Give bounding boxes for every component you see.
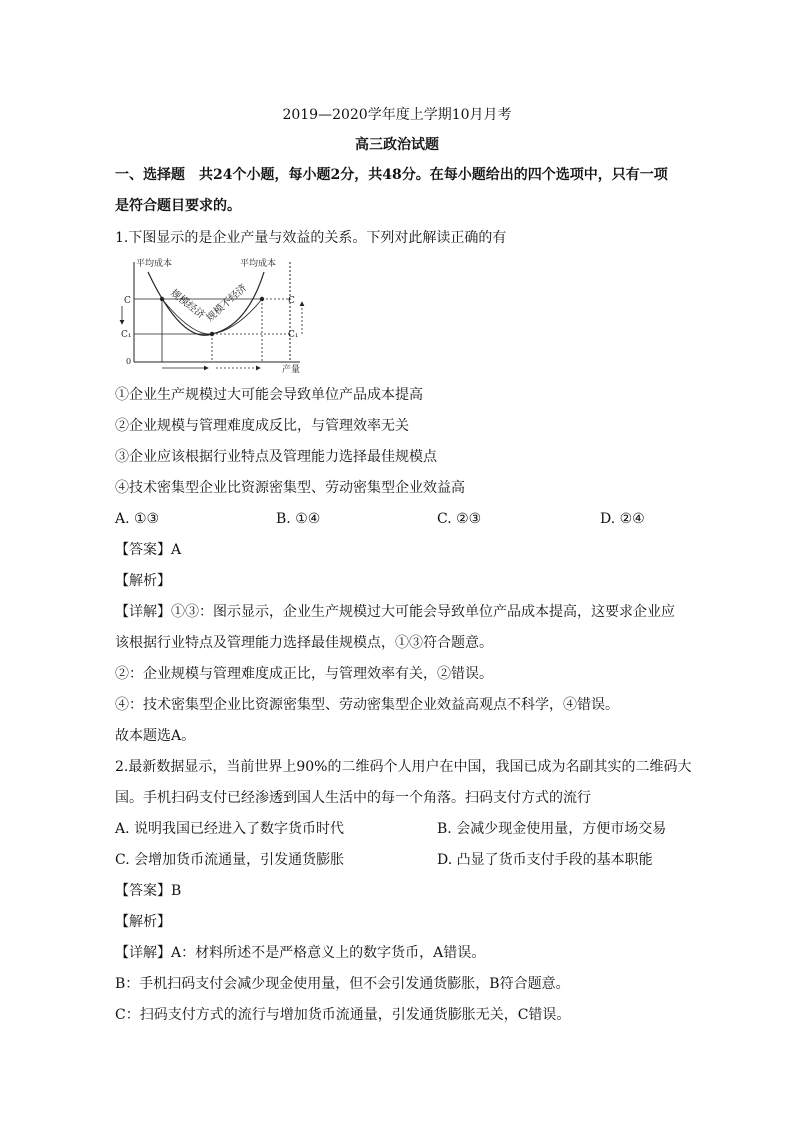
q2-answer: 【答案】B (115, 883, 182, 899)
q1-analysis-line-2: 该根据行业特点及管理能力选择最佳规模点，①③符合题意。 (115, 635, 493, 651)
diseconomies-label: 规模不经济 (204, 282, 250, 325)
c1-right-label: C₁ (288, 330, 299, 340)
q1-analysis-label: 【解析】 (115, 573, 171, 589)
q2-analysis-label: 【解析】 (115, 914, 171, 930)
q2-option-d: D. 凸显了货币支付手段的基本职能 (437, 852, 653, 868)
section-heading-cont: 是符合题目要求的。 (115, 198, 241, 214)
document-title: 2019—2020学年度上学期10月月考 (282, 107, 512, 123)
point-right (260, 297, 264, 301)
point-min (210, 332, 214, 336)
q1-option-d: D. ②④ (600, 511, 645, 527)
q2-option-c: C. 会增加货币流通量，引发通货膨胀 (115, 852, 345, 868)
q1-item-2: ②企业规模与管理难度成反比，与管理效率无关 (115, 418, 409, 434)
document-subtitle: 高三政治试题 (355, 137, 439, 153)
q2-analysis-line-2: B：手机扫码支付会减少现金使用量，但不会引发通货膨胀，B符合题意。 (115, 976, 570, 992)
point-left (160, 297, 164, 301)
q1-analysis-line-5: 故本题选A。 (115, 728, 196, 744)
q1-analysis-line-4: ④：技术密集型企业比资源密集型、劳动密集型企业效益高观点不科学，④错误。 (115, 697, 619, 713)
q1-analysis-line-1: 【详解】①③：图示显示，企业生产规模过大可能会导致单位产品成本提高，这要求企业应 (115, 604, 675, 620)
q2-stem: 2.最新数据显示，当前世界上90%的二维码个人用户在中国，我国已成为名副其实的二维码大 (115, 759, 692, 775)
right-axis-label: 平均成本 (240, 259, 277, 269)
q2-stem-cont: 国。手机扫码支付已经渗透到国人生活中的每一个角落。扫码支付方式的流行 (115, 790, 591, 806)
left-axis-label: 平均成本 (136, 259, 173, 269)
q1-item-4: ④技术密集型企业比资源密集型、劳动密集型企业效益高 (115, 480, 465, 496)
q1-analysis-line-3: ②：企业规模与管理难度成正比，与管理效率有关，②错误。 (115, 666, 493, 682)
q1-stem: 1.下图显示的是企业产量与效益的关系。下列对此解读正确的有 (115, 230, 507, 246)
q1-answer: 【答案】A (115, 542, 182, 558)
zero-label: 0 (126, 357, 132, 366)
q1-option-a: A. ①③ (115, 511, 160, 527)
c1-left-label: C₁ (121, 330, 132, 340)
q2-analysis-line-3: C：扫码支付方式的流行与增加货币流通量，引发通货膨胀无关，C错误。 (115, 1007, 571, 1023)
q2-option-b: B. 会减少现金使用量，方便市场交易 (437, 821, 667, 837)
q2-option-a: A. 说明我国已经进入了数字货币时代 (115, 821, 345, 837)
q1-option-b: B. ①④ (276, 511, 321, 527)
q1-cost-curve-figure (112, 254, 312, 376)
x-axis-label: 产量 (282, 365, 301, 375)
q1-item-3: ③企业应该根据行业特点及管理能力选择最佳规模点 (115, 449, 437, 465)
economies-label: 规模经济 (168, 287, 207, 321)
c-right-label: C (288, 296, 295, 306)
q2-analysis-line-1: 【详解】A：材料所述不是严格意义上的数字货币，A错误。 (115, 945, 486, 961)
q1-item-1: ①企业生产规模过大可能会导致单位产品成本提高 (115, 387, 423, 403)
c-left-label: C (124, 296, 131, 306)
section-heading: 一、选择题 共24个小题，每小题2分，共48分。在每小题给出的四个选项中，只有一项 (115, 167, 668, 183)
q1-option-c: C. ②③ (437, 511, 482, 527)
